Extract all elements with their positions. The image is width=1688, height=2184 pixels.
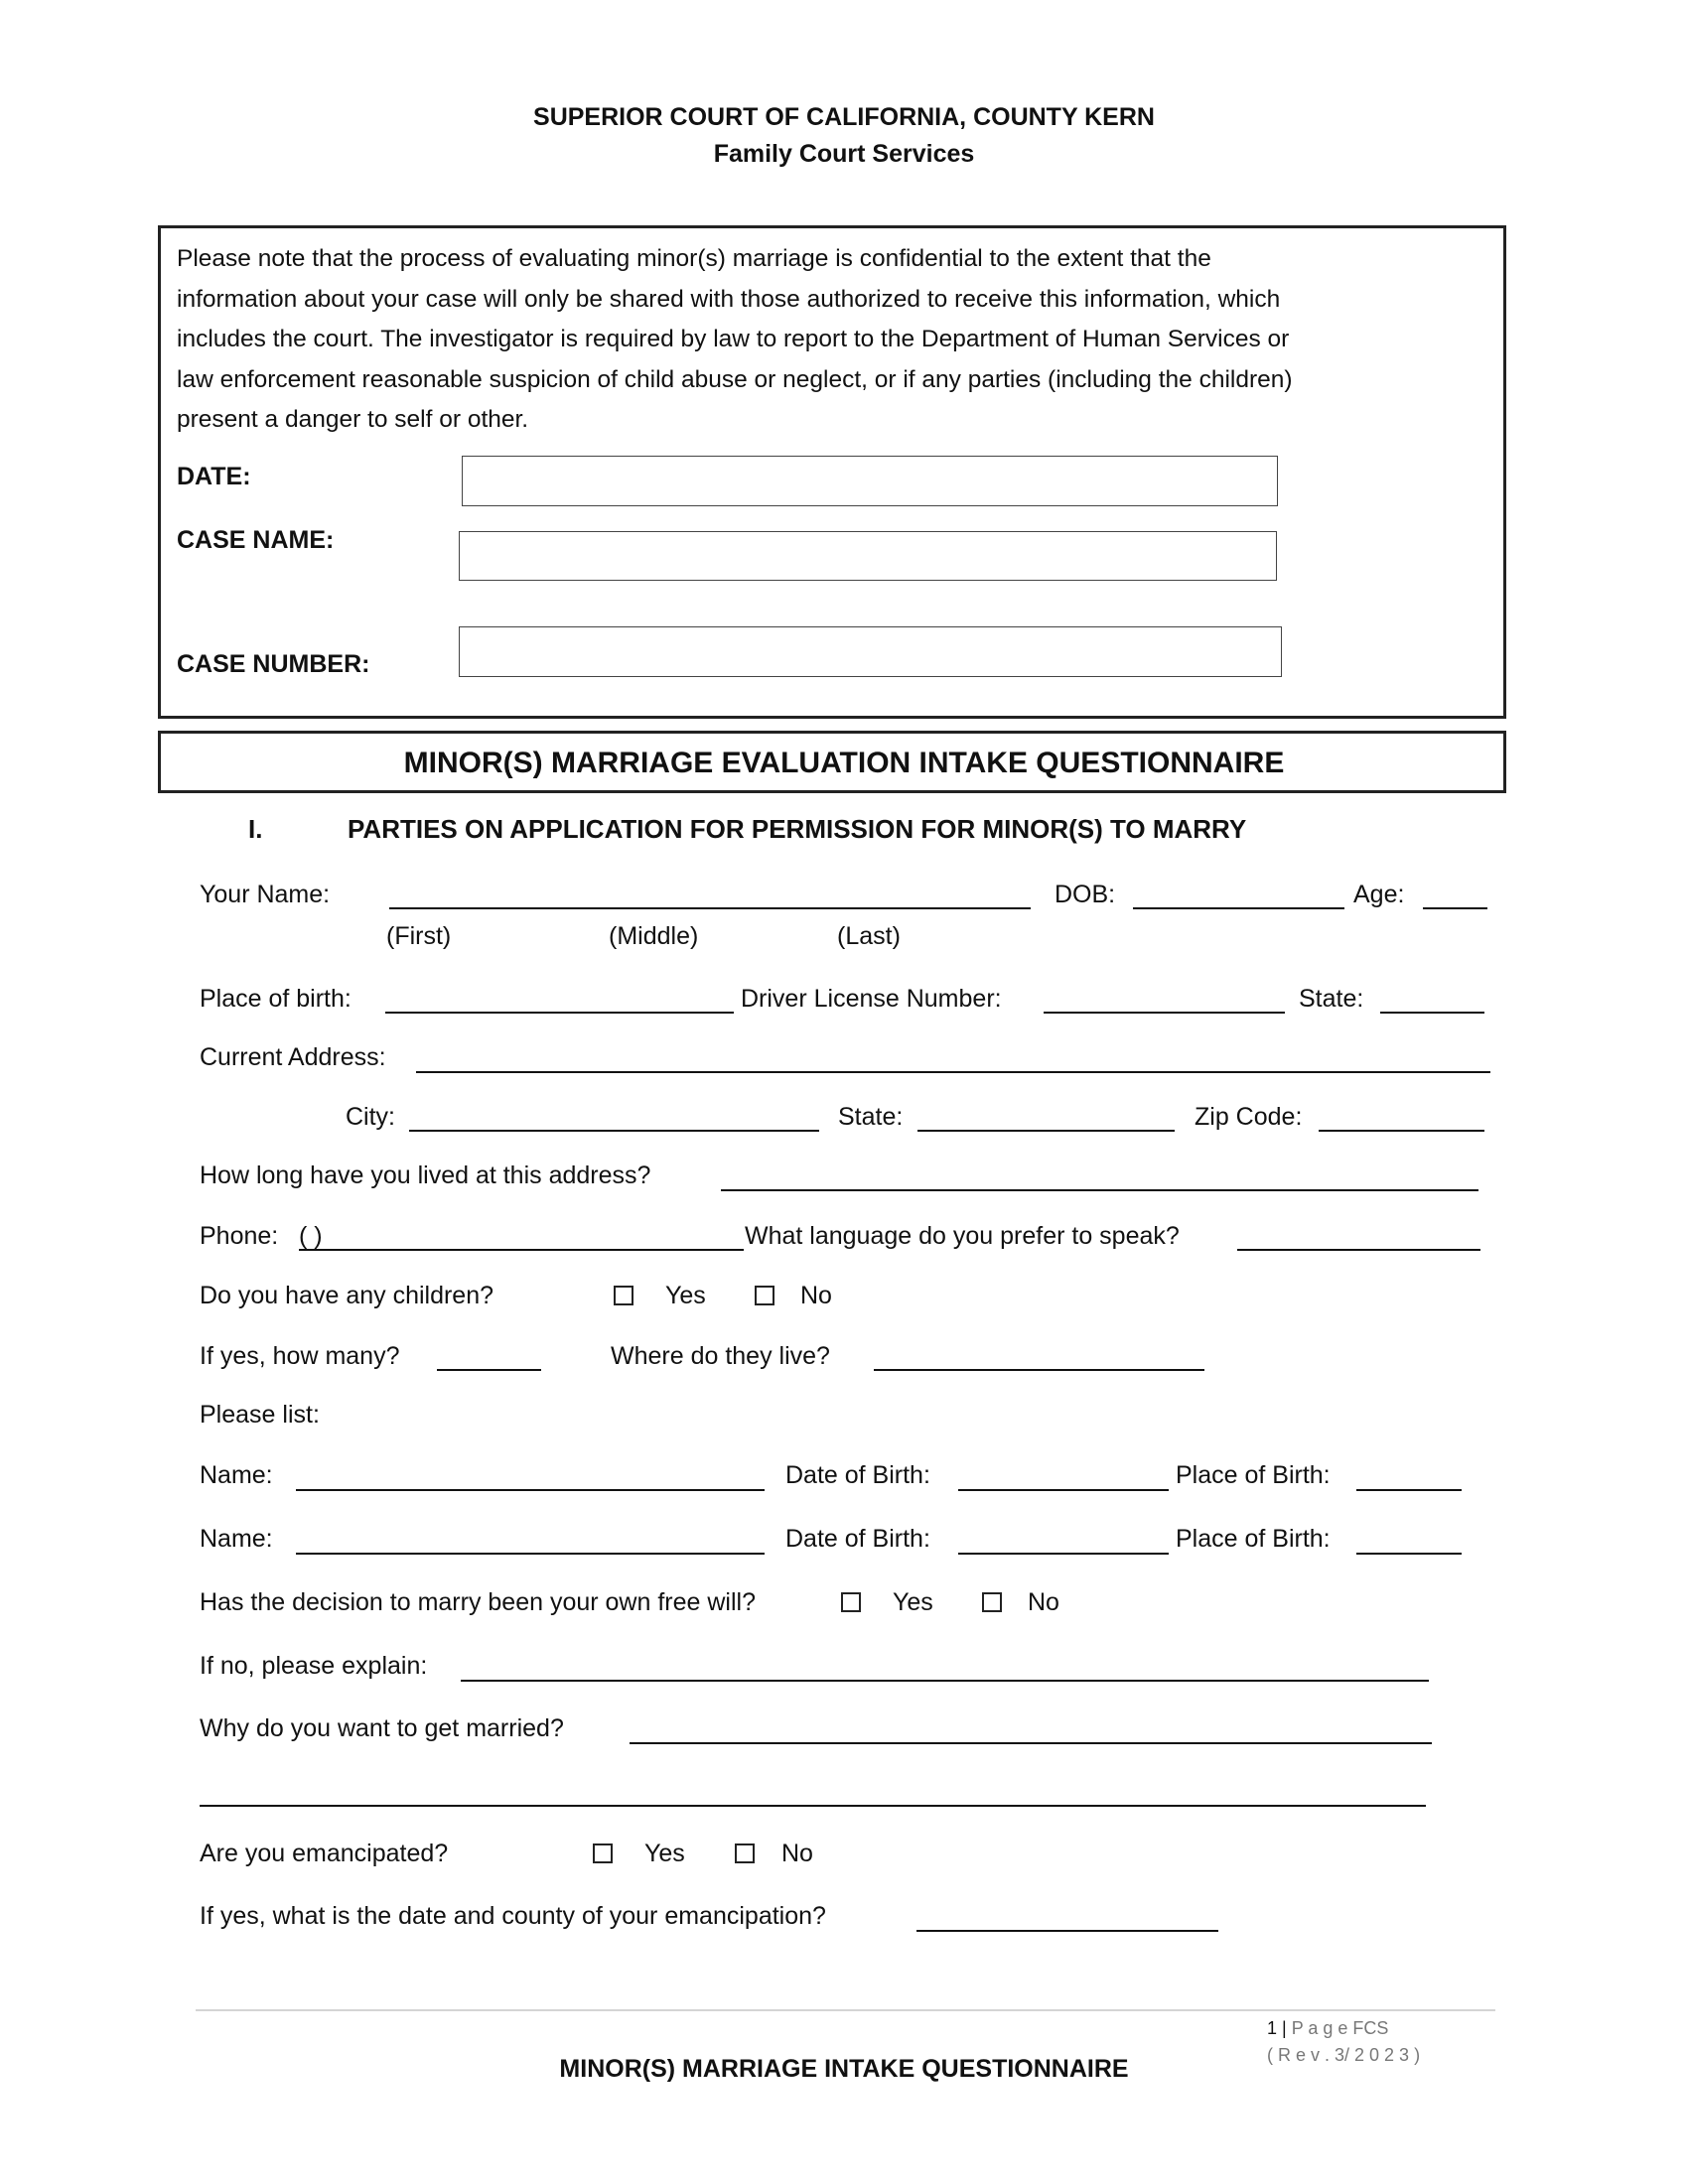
license-state-field[interactable] (1380, 1012, 1484, 1014)
page-title: MINOR(S) MARRIAGE EVALUATION INTAKE QUESTIONNAIRE (403, 747, 1285, 779)
how-many-field[interactable] (437, 1369, 541, 1371)
why-marry-label: Why do you want to get married? (200, 1714, 564, 1742)
zip-label: Zip Code: (1195, 1103, 1303, 1131)
case-number-input[interactable] (459, 626, 1282, 677)
why-marry-field-continued[interactable] (200, 1805, 1426, 1807)
phone-field[interactable] (299, 1249, 744, 1251)
notice-line: information about your case will only be shared with those authorized to receive this information, which (177, 285, 1281, 313)
zip-field[interactable] (1319, 1130, 1484, 1132)
revision-date: ( R e v . 3/ 2 0 2 3 ) (1267, 2045, 1421, 2065)
free-will-yes-checkbox[interactable] (841, 1592, 861, 1612)
emancipated-yes-checkbox[interactable] (593, 1843, 613, 1863)
notice-line: present a danger to self or other. (177, 406, 529, 433)
current-address-label: Current Address: (200, 1043, 386, 1071)
where-live-label: Where do they live? (611, 1342, 830, 1370)
free-will-yes-label: Yes (893, 1588, 933, 1616)
middle-name-hint: (Middle) (609, 922, 699, 950)
please-list-label: Please list: (200, 1401, 320, 1429)
children-label: Do you have any children? (200, 1282, 494, 1309)
last-name-hint: (Last) (837, 922, 901, 950)
driver-license-label: Driver License Number: (741, 985, 1002, 1013)
children-yes-label: Yes (665, 1282, 706, 1309)
current-address-field[interactable] (416, 1071, 1490, 1073)
child-name-label: Name: (200, 1461, 273, 1489)
child-dob-field[interactable] (958, 1489, 1169, 1491)
city-field[interactable] (409, 1130, 819, 1132)
if-no-explain-field[interactable] (461, 1680, 1429, 1682)
dob-field[interactable] (1133, 907, 1344, 909)
place-of-birth-label: Place of birth: (200, 985, 352, 1013)
area-code: ( ) (299, 1222, 323, 1250)
child-dob-field[interactable] (958, 1553, 1169, 1555)
emancipated-yes-label: Yes (644, 1840, 685, 1867)
child-pob-label: Place of Birth: (1176, 1461, 1331, 1489)
child-pob-field[interactable] (1356, 1553, 1462, 1555)
page-label: P a g e FCS (1291, 2018, 1389, 2038)
how-long-field[interactable] (721, 1189, 1478, 1191)
age-label: Age: (1353, 881, 1405, 908)
license-state-label: State: (1299, 985, 1364, 1013)
if-no-explain-label: If no, please explain: (200, 1652, 428, 1680)
date-input[interactable] (462, 456, 1278, 506)
language-field[interactable] (1237, 1249, 1480, 1251)
child-pob-field[interactable] (1356, 1489, 1462, 1491)
children-no-checkbox[interactable] (755, 1286, 774, 1305)
children-no-label: No (800, 1282, 832, 1309)
child-name-field[interactable] (296, 1553, 765, 1555)
children-yes-checkbox[interactable] (614, 1286, 633, 1305)
division-name: Family Court Services (713, 140, 975, 168)
date-label: DATE: (177, 463, 251, 490)
notice-line: law enforcement reasonable suspicion of child abuse or neglect, or if any parties (including the children) (177, 365, 1293, 393)
place-of-birth-field[interactable] (385, 1012, 734, 1014)
emancipated-no-checkbox[interactable] (735, 1843, 755, 1863)
child-pob-label: Place of Birth: (1176, 1525, 1331, 1553)
emancipated-no-label: No (781, 1840, 813, 1867)
page-number: 1 | P a g e FCS (1267, 2018, 1389, 2038)
why-marry-field[interactable] (630, 1742, 1432, 1744)
state-label: State: (838, 1103, 904, 1131)
first-name-hint: (First) (386, 922, 452, 950)
case-name-label: CASE NAME: (177, 526, 335, 554)
child-name-label: Name: (200, 1525, 273, 1553)
child-dob-label: Date of Birth: (785, 1461, 930, 1489)
state-field[interactable] (917, 1130, 1175, 1132)
child-dob-label: Date of Birth: (785, 1525, 930, 1553)
how-many-label: If yes, how many? (200, 1342, 400, 1370)
driver-license-field[interactable] (1044, 1012, 1285, 1014)
page-number-value: 1 (1267, 2018, 1278, 2038)
confidentiality-notice (177, 239, 1293, 441)
footer-divider (196, 2009, 1495, 2011)
court-name: SUPERIOR COURT OF CALIFORNIA, COUNTY KERN (533, 103, 1155, 131)
city-label: City: (346, 1103, 395, 1131)
emancipation-date-field[interactable] (916, 1930, 1218, 1932)
dob-label: DOB: (1055, 881, 1116, 908)
age-field[interactable] (1423, 907, 1487, 909)
where-live-field[interactable] (874, 1369, 1204, 1371)
notice-line: Please note that the process of evaluating minor(s) marriage is confidential to the extent that the (177, 245, 1211, 272)
phone-label: Phone: (200, 1222, 279, 1250)
language-label: What language do you prefer to speak? (745, 1222, 1180, 1250)
free-will-label: Has the decision to marry been your own free will? (200, 1588, 756, 1616)
emancipation-date-label: If yes, what is the date and county of your emancipation? (200, 1902, 826, 1930)
child-name-field[interactable] (296, 1489, 765, 1491)
section-number: I. (248, 814, 263, 844)
case-name-input[interactable] (459, 531, 1277, 581)
section-title: PARTIES ON APPLICATION FOR PERMISSION FOR MINOR(S) TO MARRY (348, 814, 1247, 844)
how-long-label: How long have you lived at this address? (200, 1161, 651, 1189)
free-will-no-label: No (1028, 1588, 1059, 1616)
emancipated-label: Are you emancipated? (200, 1840, 449, 1867)
your-name-label: Your Name: (200, 881, 331, 908)
free-will-no-checkbox[interactable] (982, 1592, 1002, 1612)
notice-line: includes the court. The investigator is required by law to report to the Department of Human Services or (177, 326, 1290, 352)
your-name-field[interactable] (389, 907, 1031, 909)
case-number-label: CASE NUMBER: (177, 650, 370, 678)
footer-title: MINOR(S) MARRIAGE INTAKE QUESTIONNAIRE (559, 2055, 1129, 2083)
